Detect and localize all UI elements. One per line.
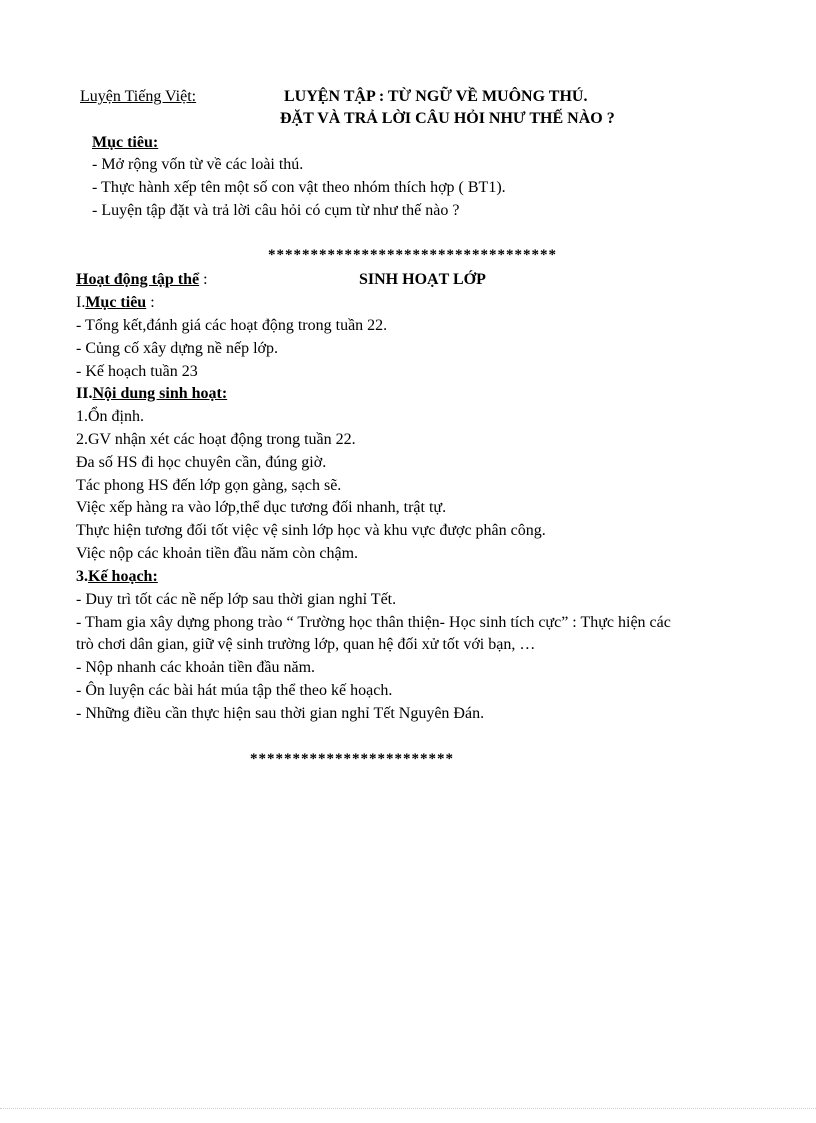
- part3-item: - Những điều cần thực hiện sau thời gian nghỉ Tết Nguyên Đán.: [76, 705, 485, 722]
- part2-item: Thực hiện tương đối tốt việc vệ sinh lớp học và khu vực được phân công.: [76, 522, 546, 539]
- part2-item: Đa số HS đi học chuyên cần, đúng giờ.: [76, 454, 327, 471]
- separator-stars: ************************: [250, 751, 454, 767]
- part3-item: - Tham gia xây dựng phong trào “ Trường học thân thiện- Học sinh tích cực” : Thực hiện các: [76, 614, 671, 631]
- part3-prefix: 3.: [76, 568, 88, 585]
- part2-heading: [76, 383, 227, 405]
- part2-item: Việc xếp hàng ra vào lớp,thể dục tương đối nhanh, trật tự.: [76, 499, 447, 516]
- subject-colon: :: [191, 88, 197, 105]
- part2-item: Việc nộp các khoản tiền đầu năm còn chậm.: [76, 545, 359, 562]
- activity-label: Hoạt động tập thể: [76, 271, 200, 288]
- activity-title: SINH HOẠT LỚP: [359, 271, 486, 288]
- part1-title: Mục tiêu: [85, 294, 147, 311]
- part3-item: - Nộp nhanh các khoản tiền đầu năm.: [76, 659, 316, 676]
- subject-label: Luyện Tiếng Việt: [80, 88, 192, 105]
- part2-prefix: II.: [76, 385, 93, 402]
- objective-item: - Thực hành xếp tên một số con vật theo nhóm thích hợp ( BT1).: [92, 179, 506, 196]
- lesson-title-line-1: LUYỆN TẬP : TỪ NGỮ VỀ MUÔNG THÚ.: [284, 88, 588, 105]
- part3-item: - Duy trì tốt các nề nếp lớp sau thời gian nghỉ Tết.: [76, 591, 397, 608]
- objectives-heading: Mục tiêu:: [92, 134, 159, 151]
- part3-item: trò chơi dân gian, giữ vệ sinh trường lớp, quan hệ đối xử tốt với bạn, …: [76, 636, 536, 653]
- part2-item: 2.GV nhận xét các hoạt động trong tuần 22.: [76, 431, 356, 448]
- part2-item: Tác phong HS đến lớp gọn gàng, sạch sẽ.: [76, 477, 342, 494]
- objective-item: - Luyện tập đặt và trả lời câu hỏi có cụm từ như thế nào ?: [92, 202, 460, 219]
- part2-title: Nội dung sinh hoạt:: [92, 385, 228, 402]
- part1-prefix: I.: [76, 294, 86, 311]
- part1-heading: [76, 292, 155, 314]
- part3-heading: [76, 566, 158, 588]
- part1-item: - Tổng kết,đánh giá các hoạt động trong tuần 22.: [76, 317, 388, 334]
- part1-item: - Củng cố xây dựng nề nếp lớp.: [76, 340, 278, 357]
- subject-heading-1: [80, 86, 196, 108]
- part1-item: - Kế hoạch tuần 23: [76, 363, 198, 380]
- part3-title: Kế hoạch:: [88, 568, 158, 585]
- part1-suffix: :: [146, 294, 155, 311]
- part2-item: 1.Ổn định.: [76, 408, 144, 425]
- objective-item: - Mở rộng vốn từ về các loài thú.: [92, 156, 304, 173]
- activity-colon: :: [199, 271, 208, 288]
- lesson-title-line-2: ĐẶT VÀ TRẢ LỜI CÂU HỎI NHƯ THẾ NÀO ?: [280, 110, 615, 127]
- subject-heading-2: [76, 269, 208, 291]
- separator-stars: **********************************: [268, 247, 557, 263]
- part3-item: - Ôn luyện các bài hát múa tập thể theo kế hoạch.: [76, 682, 393, 699]
- page-bottom-rule: [0, 1108, 816, 1109]
